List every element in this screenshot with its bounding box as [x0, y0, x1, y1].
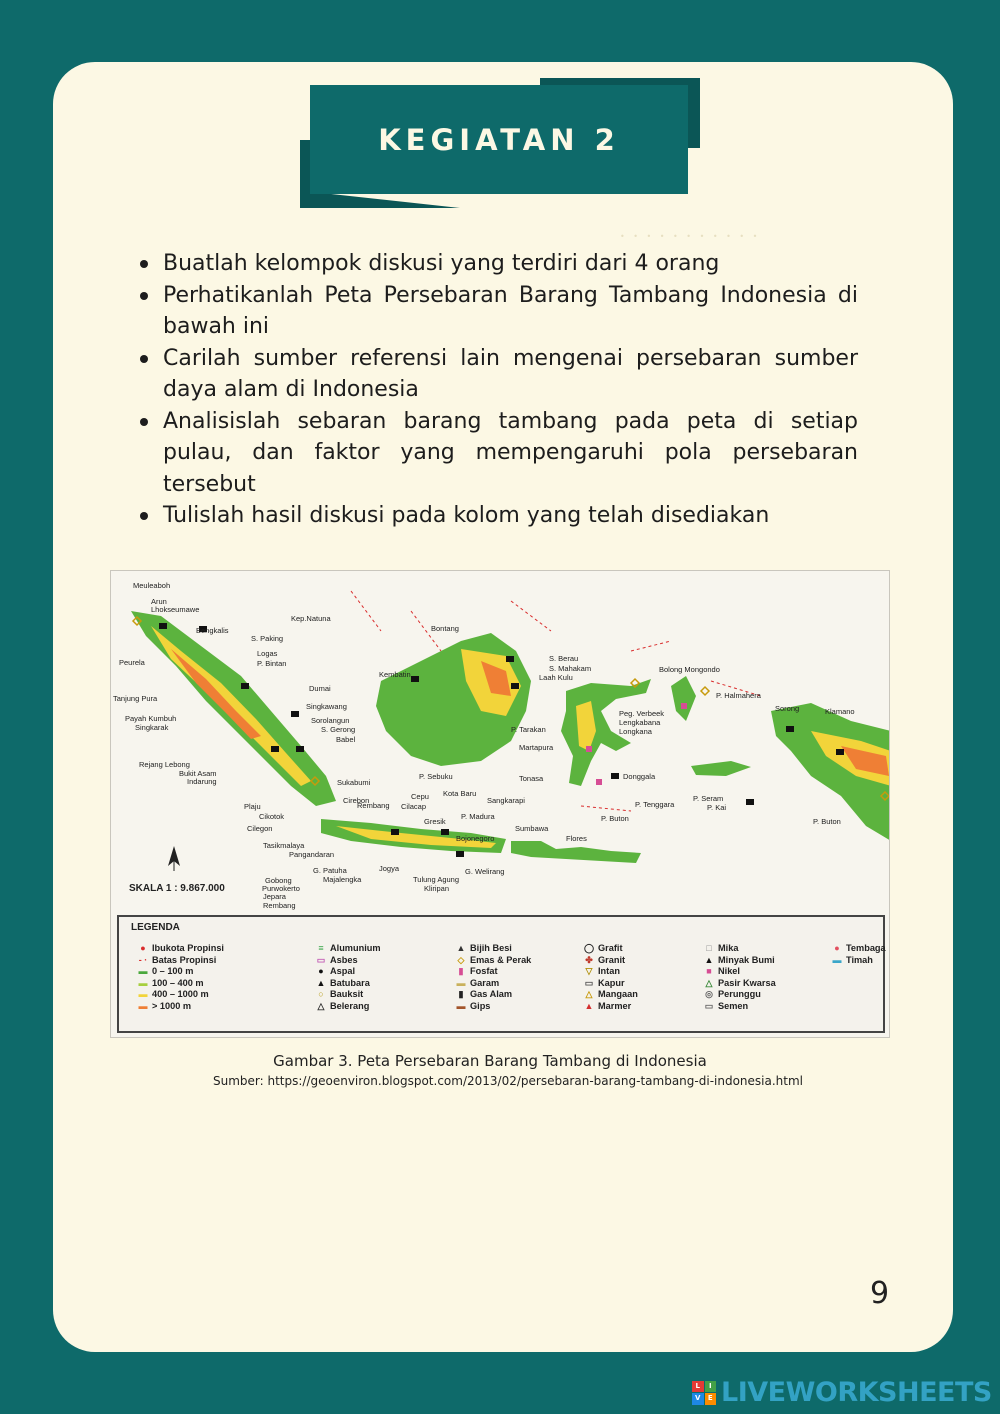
svg-text:Logas: Logas — [257, 649, 278, 658]
svg-text:Sorolangun: Sorolangun — [311, 716, 350, 725]
legend-item — [583, 943, 638, 955]
legend-column — [315, 943, 381, 1013]
legend-label: Timah — [846, 954, 873, 965]
legend-item — [583, 1001, 638, 1013]
legend-item — [455, 966, 531, 978]
legend-item — [455, 978, 531, 990]
legend-label: Asbes — [330, 954, 358, 965]
legend-symbol-icon: ▲ — [316, 977, 326, 988]
legend-label: Tembaga — [846, 943, 886, 953]
instruction-item: Perhatikanlah Peta Persebaran Barang Tambang Indonesia di bawah ini — [138, 280, 858, 343]
legend-symbol-icon: ▲ — [456, 943, 466, 953]
svg-text:Kep.Natuna: Kep.Natuna — [291, 614, 331, 623]
legend-symbol-icon: ▬ — [456, 977, 466, 988]
svg-text:Bojonegoro: Bojonegoro — [456, 834, 495, 843]
svg-text:Sumbawa: Sumbawa — [515, 824, 549, 833]
legend-item — [315, 989, 381, 1001]
logo-letter: I — [705, 1381, 717, 1393]
legend-symbol-icon: ● — [140, 943, 146, 953]
legend-item — [315, 966, 381, 978]
legend-label: Belerang — [330, 1000, 370, 1011]
svg-text:P. Seram: P. Seram — [693, 794, 724, 803]
svg-text:Majalengka: Majalengka — [323, 875, 362, 884]
svg-text:Donggala: Donggala — [623, 772, 656, 781]
legend-label: Semen — [718, 1000, 749, 1011]
legend-item — [703, 966, 776, 978]
svg-text:Payah Kumbuh: Payah Kumbuh — [125, 714, 177, 723]
svg-text:Cepu: Cepu — [411, 792, 429, 801]
legend-item — [703, 1001, 776, 1013]
svg-text:Bengkalis: Bengkalis — [196, 626, 229, 635]
svg-text:P. Madura: P. Madura — [461, 812, 495, 821]
legend-label: Nikel — [718, 966, 740, 977]
legend-item — [455, 989, 531, 1001]
svg-text:Flores: Flores — [566, 834, 587, 843]
figure-caption: Gambar 3. Peta Persebaran Barang Tambang di Indonesia — [273, 1052, 707, 1070]
legend-label: Ibukota Propinsi — [152, 943, 224, 953]
page-number: 9 — [870, 1276, 890, 1311]
svg-text:Peurela: Peurela — [119, 658, 145, 667]
svg-text:Kliripan: Kliripan — [424, 884, 450, 893]
svg-text:P. Tenggara: P. Tenggara — [635, 800, 675, 809]
legend-symbol-icon: ◯ — [583, 943, 595, 953]
svg-text:Lhokseumawe: Lhokseumawe — [151, 605, 200, 614]
svg-text:Cikotok: Cikotok — [259, 812, 285, 821]
legend-label: Garam — [470, 977, 500, 988]
instruction-item: Tulislah hasil diskusi pada kolom yang telah disediakan — [138, 500, 858, 532]
legend-symbol-icon: △ — [317, 1000, 325, 1011]
svg-text:Bolong Mongondo: Bolong Mongondo — [659, 665, 720, 674]
legend-label: Grafit — [598, 943, 623, 953]
logo-letter: V — [692, 1393, 704, 1405]
svg-text:Pangandaran: Pangandaran — [289, 850, 335, 859]
legend-label: Pasir Kwarsa — [718, 977, 776, 988]
logo-letter: L — [692, 1381, 704, 1393]
legend-item — [583, 989, 638, 1001]
svg-text:Indarung: Indarung — [187, 777, 217, 786]
svg-text:P. Kai: P. Kai — [707, 803, 727, 812]
legend-label: Batubara — [330, 977, 370, 988]
legend-item — [137, 943, 224, 955]
svg-text:P. Bintan: P. Bintan — [257, 659, 287, 668]
svg-text:Tonasa: Tonasa — [519, 774, 544, 783]
legend-item — [137, 966, 224, 978]
decorative-dots: • • • • • • • • • • • — [620, 232, 761, 241]
legend-symbol-icon: - · — [138, 954, 148, 965]
legend-label: Perunggu — [718, 989, 761, 1000]
svg-text:G. Patuha: G. Patuha — [313, 866, 347, 875]
svg-text:Kembatin: Kembatin — [379, 670, 411, 679]
svg-text:Bukit Asam: Bukit Asam — [179, 769, 217, 778]
legend-symbol-icon: ▭ — [316, 954, 326, 965]
legend-column — [583, 943, 638, 1013]
svg-text:Sangkarapi: Sangkarapi — [487, 796, 525, 805]
svg-text:S. Paking: S. Paking — [251, 634, 284, 643]
svg-text:Cirebon: Cirebon — [343, 796, 370, 805]
svg-text:Jepara: Jepara — [263, 892, 286, 901]
svg-text:Tulung Agung: Tulung Agung — [413, 875, 460, 884]
legend-symbol-icon: ○ — [318, 989, 324, 1000]
svg-text:Jogya: Jogya — [379, 864, 400, 873]
legend-item — [703, 955, 776, 967]
legend-label: Bijih Besi — [470, 943, 512, 953]
legend-item — [137, 1001, 224, 1013]
legend-item — [583, 955, 638, 967]
title-banner — [310, 85, 688, 194]
svg-text:Tanjung Pura: Tanjung Pura — [113, 694, 158, 703]
legend-symbol-icon: ▭ — [584, 977, 594, 988]
legend-symbol-icon: ▮ — [458, 966, 464, 977]
legend-column — [137, 943, 224, 1013]
svg-text:Meuleaboh: Meuleaboh — [133, 581, 171, 590]
legend-symbol-icon: ▽ — [585, 966, 593, 977]
legend-label: Granit — [598, 954, 626, 965]
instruction-item: Analisislah sebaran barang tambang pada peta di setiap pulau, dan faktor yang mempengaruhi pola persebaran tersebut — [138, 406, 858, 501]
svg-text:Rembang: Rembang — [357, 801, 390, 810]
svg-text:Laah Kulu: Laah Kulu — [539, 673, 573, 682]
legend-label: Kapur — [598, 977, 625, 988]
svg-text:Cilacap: Cilacap — [401, 802, 427, 811]
legend-symbol-icon: ▬ — [138, 1000, 148, 1011]
svg-text:S. Berau: S. Berau — [549, 654, 579, 663]
legend-symbol-icon: ▬ — [138, 977, 148, 988]
svg-text:Lengkabana: Lengkabana — [619, 718, 661, 727]
legend-symbol-icon: ▭ — [704, 1000, 714, 1011]
legend-item — [315, 978, 381, 990]
legend-item — [583, 978, 638, 990]
legend-item — [455, 943, 531, 955]
svg-text:Peg. Verbeek: Peg. Verbeek — [619, 709, 665, 718]
svg-text:Babel: Babel — [336, 735, 356, 744]
figure-source: Sumber: https://geoenviron.blogspot.com/2013/02/persebaran-barang-tambang-di-indonesia.html — [212, 1074, 803, 1088]
legend-label: Fosfat — [470, 966, 498, 977]
svg-text:Bontang: Bontang — [431, 624, 459, 633]
legend-item — [831, 955, 886, 967]
mining-map — [110, 570, 890, 1038]
legend-label: Batas Propinsi — [152, 954, 217, 965]
svg-text:Gobong: Gobong — [265, 876, 292, 885]
instruction-list — [138, 248, 858, 532]
legend-symbol-icon: ● — [834, 943, 840, 953]
legend-symbol-icon: ■ — [706, 966, 712, 977]
svg-text:P. Buton: P. Buton — [813, 817, 841, 826]
svg-text:Plaju: Plaju — [244, 802, 261, 811]
legend-item — [315, 1001, 381, 1013]
legend-item — [703, 943, 776, 955]
legend-item — [583, 966, 638, 978]
legend-symbol-icon: ▲ — [704, 954, 714, 965]
legend-label: Gips — [470, 1000, 491, 1011]
svg-text:S. Mahakam: S. Mahakam — [549, 664, 592, 673]
svg-text:Martapura: Martapura — [519, 743, 554, 752]
svg-text:Cilegon: Cilegon — [247, 824, 273, 833]
legend-symbol-icon: ▬ — [832, 954, 842, 965]
legend-item — [703, 989, 776, 1001]
legend-item — [137, 989, 224, 1001]
legend-label: Minyak Bumi — [718, 954, 775, 965]
legend-symbol-icon: ✤ — [585, 954, 593, 965]
map-legend — [117, 915, 885, 1033]
legend-item — [137, 955, 224, 967]
legend-symbol-icon: ▮ — [458, 989, 464, 1000]
legend-symbol-icon: ◎ — [705, 989, 713, 1000]
legend-label: Alumunium — [330, 943, 381, 953]
svg-text:P. Buton: P. Buton — [601, 814, 629, 823]
svg-text:Singkawang: Singkawang — [306, 702, 347, 711]
svg-text:Longkana: Longkana — [619, 727, 652, 736]
legend-symbol-icon: ≡ — [318, 943, 324, 953]
legend-column — [703, 943, 776, 1013]
map-scale: SKALA 1 : 9.867.000 — [129, 883, 225, 894]
legend-symbol-icon: ▬ — [138, 989, 148, 1000]
svg-text:Rembang: Rembang — [263, 901, 296, 910]
legend-item — [703, 978, 776, 990]
instruction-item: Carilah sumber referensi lain mengenai persebaran sumber daya alam di Indonesia — [138, 343, 858, 406]
instruction-item: Buatlah kelompok diskusi yang terdiri dari 4 orang — [138, 248, 858, 280]
legend-label: 100 – 400 m — [152, 977, 204, 988]
legend-symbol-icon: ▬ — [456, 1000, 466, 1011]
liveworksheets-text: LIVEWORKSHEETS — [721, 1377, 992, 1408]
logo-letter: E — [705, 1393, 717, 1405]
legend-label: Mika — [718, 943, 739, 953]
liveworksheets-logo-icon — [692, 1381, 716, 1405]
svg-text:Sukabumi: Sukabumi — [337, 778, 371, 787]
legend-symbol-icon: ▲ — [584, 1000, 594, 1011]
legend-item — [315, 955, 381, 967]
svg-text:Purwokerto: Purwokerto — [262, 884, 300, 893]
legend-label: Marmer — [598, 1000, 632, 1011]
svg-text:P. Halmahera: P. Halmahera — [716, 691, 761, 700]
svg-text:Dumai: Dumai — [309, 684, 331, 693]
svg-text:Sorong: Sorong — [775, 704, 800, 713]
legend-symbol-icon: △ — [705, 977, 713, 988]
legend-item — [455, 1001, 531, 1013]
legend-item — [137, 978, 224, 990]
svg-text:G. Welirang: G. Welirang — [465, 867, 505, 876]
svg-text:Tasikmalaya: Tasikmalaya — [263, 841, 305, 850]
legend-label: Intan — [598, 966, 620, 977]
legend-label: 400 – 1000 m — [152, 989, 209, 1000]
svg-text:P. Sebuku: P. Sebuku — [419, 772, 453, 781]
legend-symbol-icon: □ — [706, 943, 712, 953]
svg-text:Rejang Lebong: Rejang Lebong — [139, 760, 190, 769]
legend-label: Mangaan — [598, 989, 638, 1000]
svg-text:S. Gerong: S. Gerong — [321, 725, 356, 734]
legend-item — [315, 943, 381, 955]
legend-label: 0 – 100 m — [152, 966, 194, 977]
map-drawing — [111, 571, 890, 916]
liveworksheets-watermark — [692, 1377, 992, 1408]
svg-text:Gresik: Gresik — [424, 817, 446, 826]
legend-label: Bauksit — [330, 989, 364, 1000]
legend-title: LEGENDA — [131, 922, 180, 933]
svg-text:Klamano: Klamano — [825, 707, 855, 716]
legend-label: Emas & Perak — [470, 954, 532, 965]
legend-item — [455, 955, 531, 967]
legend-symbol-icon: ◇ — [457, 954, 465, 965]
svg-text:Kota Baru: Kota Baru — [443, 789, 477, 798]
legend-symbol-icon: ▬ — [138, 966, 148, 977]
svg-text:P. Tarakan: P. Tarakan — [511, 725, 546, 734]
svg-text:Arun: Arun — [151, 597, 167, 606]
legend-column — [455, 943, 531, 1013]
legend-item — [831, 943, 886, 955]
legend-symbol-icon: ● — [318, 966, 324, 977]
svg-text:Singkarak: Singkarak — [135, 723, 169, 732]
legend-label: Gas Alam — [470, 989, 513, 1000]
legend-column — [831, 943, 886, 966]
legend-symbol-icon: △ — [585, 989, 593, 1000]
legend-label: > 1000 m — [152, 1000, 192, 1011]
legend-label: Aspal — [330, 966, 356, 977]
activity-title: KEGIATAN 2 — [378, 122, 620, 157]
